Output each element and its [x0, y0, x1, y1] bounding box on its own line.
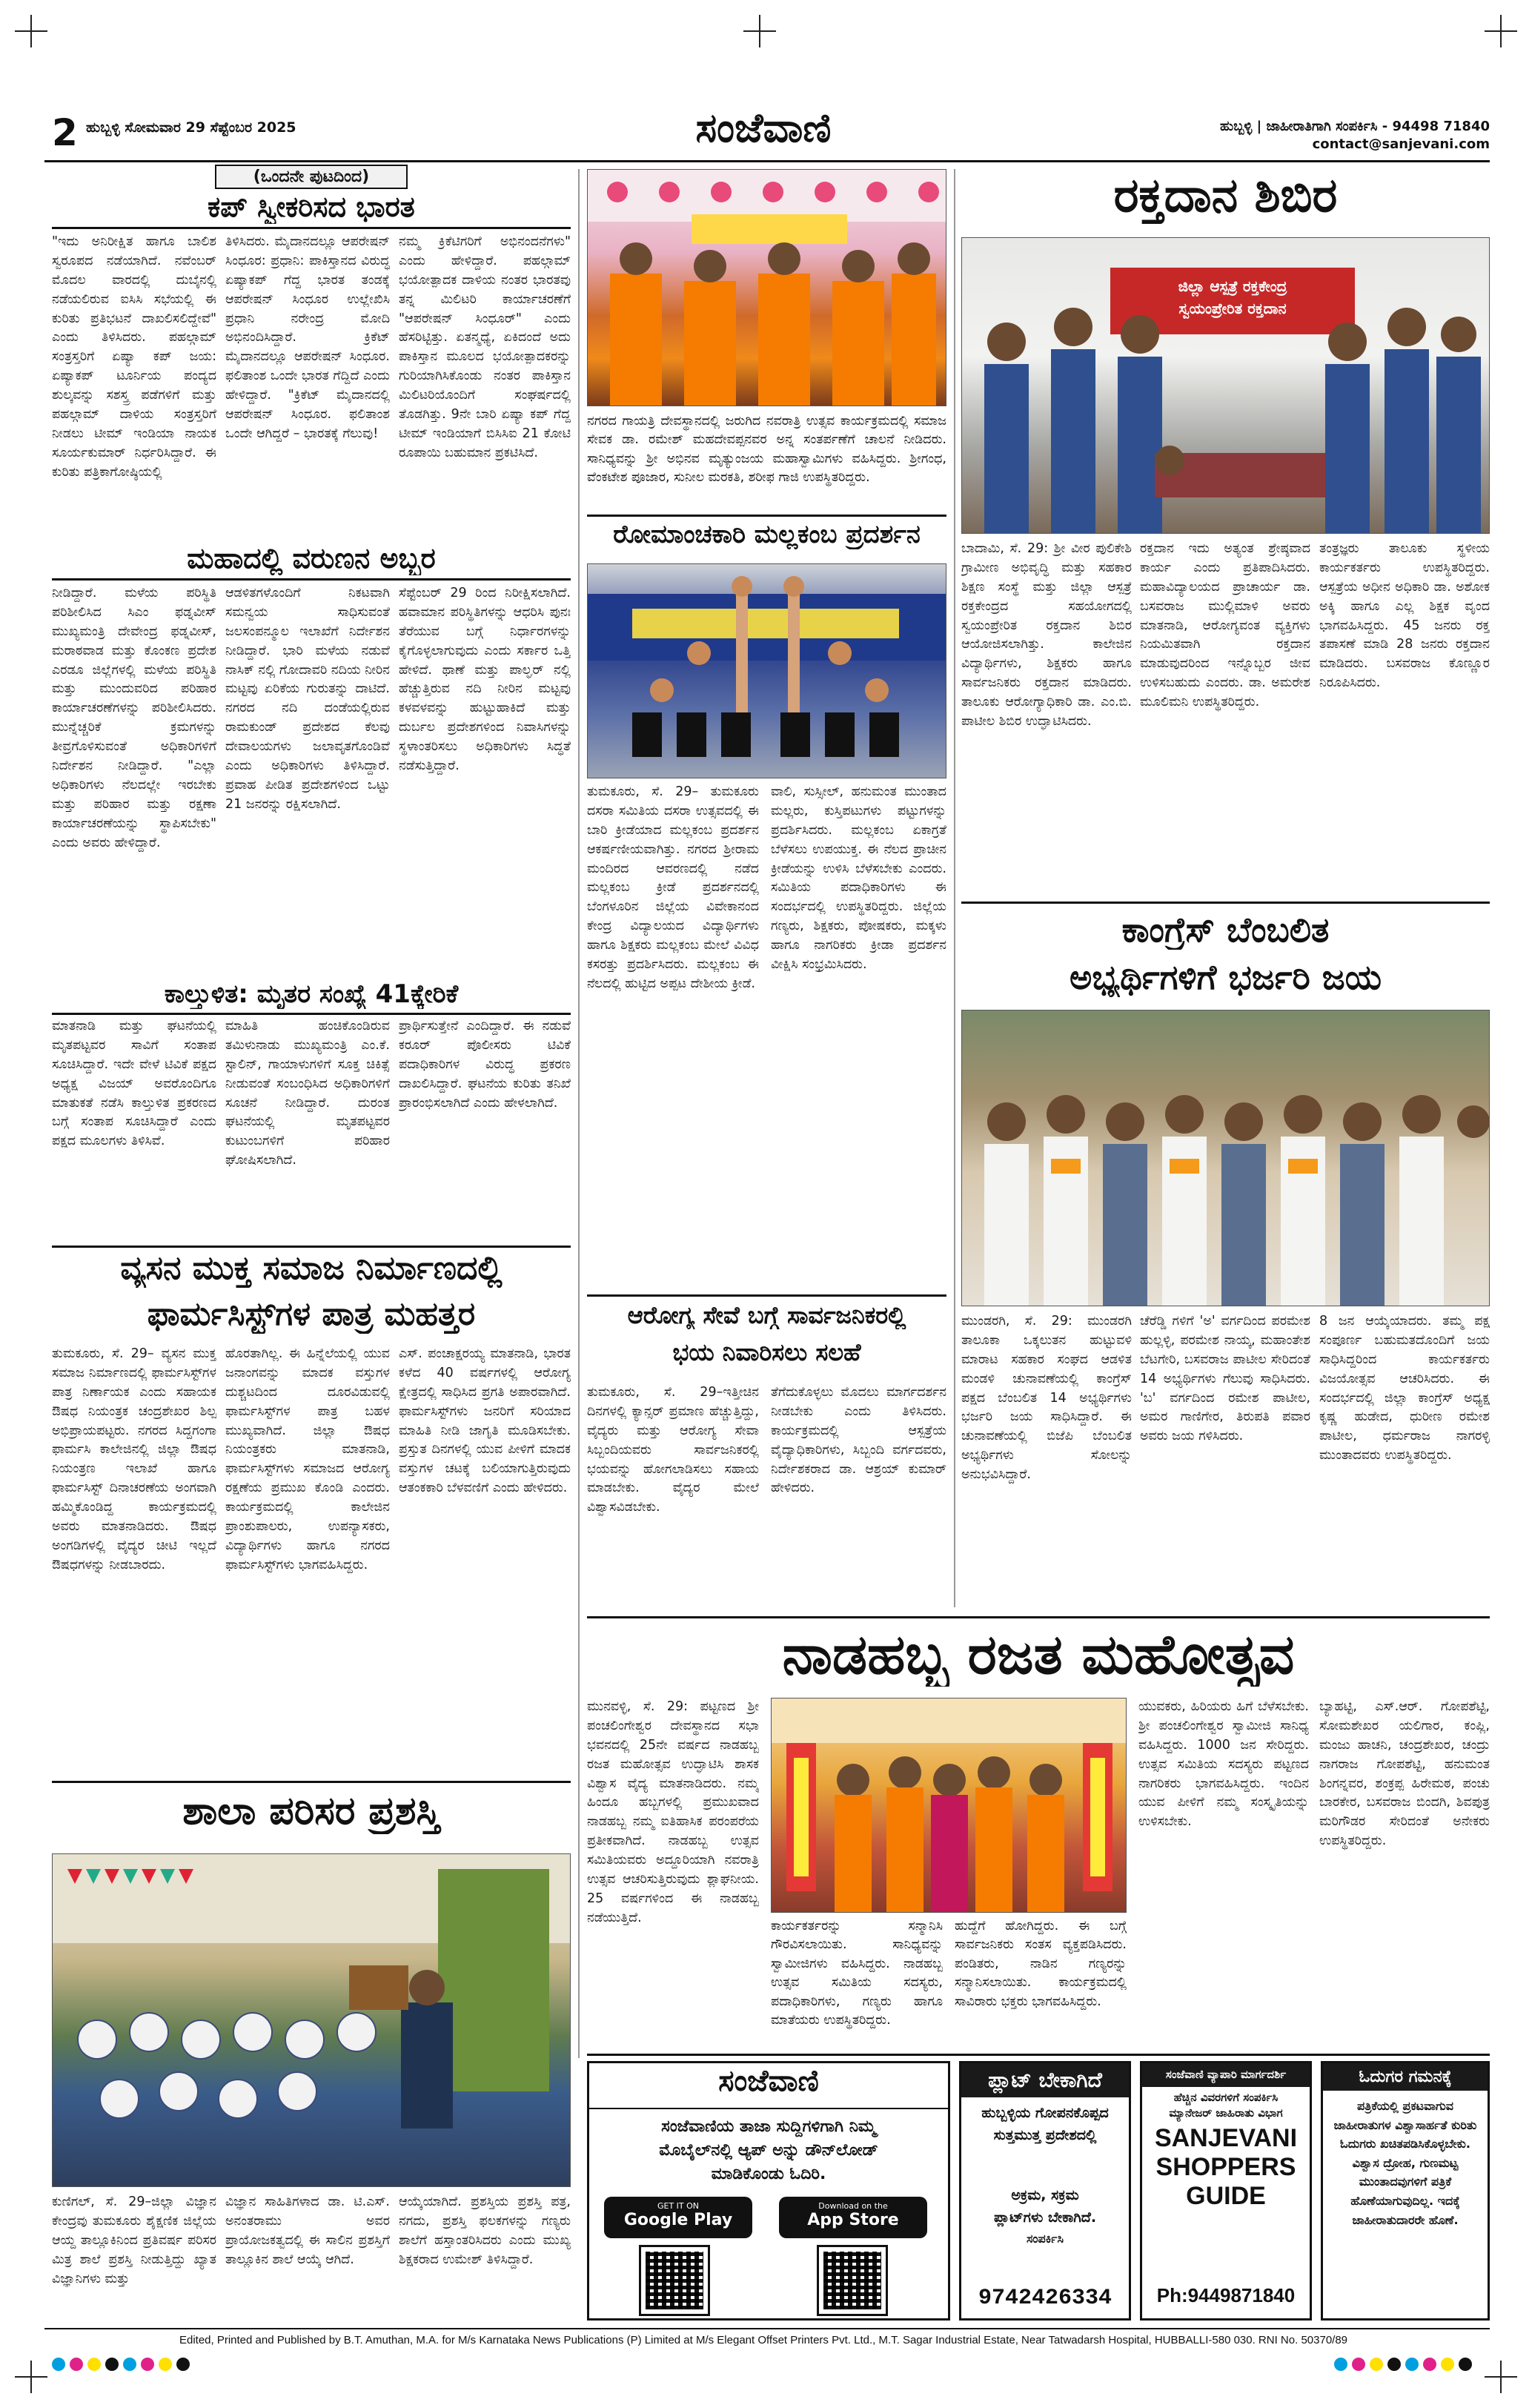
nadahabba-photo-illustration — [772, 1698, 1127, 1913]
article-column: ಚೆರೆಡ್ಡಿ ಗಳಿಗೆ 'ಅ' ವರ್ಗದಿಂದ ಪರಮೇಶ ಹುಲ್ಲಳ್ಳಿ, ಪರಮೇಶ ನಾಯ್ಕ, ಮಹಾಂತೇಶ ಬೆಟಗೇರಿ, ಬಸವರಾಜ ಪಾಟೀಲ ಸೇರಿದಂತೆ 14 ಅಭ್ಯರ್ಥಿಗಳು ಗೆಲುವು ಸಾಧಿಸಿದರು. 'ಬ' ವರ್ಗದಿಂದ ರಮೇಶ ಪಾಟೀಲ, ಅಮರ ಗಾಣಿಗೇರ, ತಿರುಪತಿ ಪವಾರ ಅವರು ಜಯ ಗಳಿಸಿದರು. — [1140, 1314, 1310, 1444]
guide-ad-brand-line: GUIDE — [1186, 2181, 1266, 2210]
masthead-rule — [44, 160, 1490, 162]
article-column: ಆಯ್ಕೆಯಾಗಿದೆ. ಪ್ರಶಸ್ತಿಯ ಪ್ರಶಸ್ತಿ ಪತ್ರ, ನಗದು, ಪ್ರಶಸ್ತಿ ಫಲಕಗಳನ್ನು ಗಣ್ಯರು ಶಾಲೆಗೆ ಹಸ್ತಾಂತರಿಸಿದರು ಎಂದು ಮುಖ್ಯ ಶಿಕ್ಷಕರಾದ ಉಮೇಶ್ ತಿಳಿಸಿದ್ದಾರೆ. — [399, 2194, 571, 2267]
headline-addiction-line1: ವ್ಯಸನ ಮುಕ್ತ ಸಮಾಜ ನಿರ್ಮಾಣದಲ್ಲಿ — [120, 1250, 503, 1287]
headline-addiction-line2: ಫಾರ್ಮಸಿಸ್ಟ್‌ಗಳ ಪಾತ್ರ ಮಹತ್ತರ — [147, 1296, 476, 1333]
plot-ad-phone[interactable]: 9742426334 — [978, 2286, 1112, 2311]
footer-imprint: Edited, Printed and Published by B.T. Amuthan, M.A. for M/s Karnataka News Publications (P) Limited at M/s Elegant Offset Printers Pvt. Ltd., M.T. Sagar Industrial Estate, Near Tatwadarsh Hospital, HUBBALLI-580 030. RNI No. 50370/89 — [179, 2334, 1348, 2346]
blood-photo-illustration — [962, 238, 1490, 534]
section-rule — [961, 902, 1490, 904]
notice-title: ಓದುಗರ ಗಮನಕ್ಕೆ — [1323, 2063, 1488, 2091]
city-date: ಹುಬ್ಬಳ್ಳಿ ಸೋಮವಾರ 29 ಸೆಪ್ಟೆಂಬರ 2025 — [86, 119, 296, 136]
column-rule — [954, 169, 955, 1607]
registration-mark — [743, 15, 776, 47]
app-store-button[interactable] — [779, 2197, 927, 2238]
registration-mark — [1485, 15, 1517, 47]
app-ad-line: ಸಂಜೆವಾಣಿಯ ತಾಜಾ ಸುದ್ದಿಗಳಿಗಾಗಿ ನಿಮ್ಮ — [661, 2117, 876, 2136]
article-column: ಪ್ರಾರ್ಥಿಸುತ್ತೇನೆ ಎಂದಿದ್ದಾರೆ. ಈ ನಡುವೆ ಕರೂರ್ ಪೊಲೀಸರು ಟಿವಿಕೆ ಪದಾಧಿಕಾರಿಗಳ ವಿರುದ್ಧ ಪ್ರಕರಣ ದಾಖಲಿಸಿದ್ದಾರೆ. ಘಟನೆಯ ಕುರಿತು ತನಿಖೆ ಪ್ರಾರಂಭಿಸಲಾಗಿದೆ ಎಂದು ಹೇಳಲಾಗಿದೆ. — [399, 1019, 571, 1111]
app-store-qr-code[interactable] — [819, 2247, 886, 2314]
logo-text: ಸಂಜೆವಾಣಿ — [695, 104, 832, 151]
guide-ad-brand-line: SHOPPERS — [1155, 2152, 1296, 2181]
nadahabba-photo — [771, 1698, 1127, 1913]
headline-rain: ಮಹಾದಲ್ಲಿ ವರುಣನ ಅಬ್ಬರ — [187, 543, 436, 575]
article-column: ತುಮಕೂರು, ಸೆ. 29– ವ್ಯಸನ ಮುಕ್ತ ಸಮಾಜ ನಿರ್ಮಾಣದಲ್ಲಿ ಫಾರ್ಮಸಿಸ್ಟ್‌ಗಳ ಪಾತ್ರ ನಿರ್ಣಾಯಕ ಎಂದು ಸಹಾಯಕ ಔಷಧ ನಿಯಂತ್ರಕ ಚಂದ್ರಶೇಖರ ಶಿಲ್ಪ ಅಭಿಪ್ರಾಯಪಟ್ಟರು. ನಗರದ ಸಿದ್ದಗಂಗಾ ಫಾರ್ಮಸಿ ಕಾಲೇಜಿನಲ್ಲಿ ಜಿಲ್ಲಾ ಔಷಧ ನಿಯಂತ್ರಣ ಇಲಾಖೆ ಹಾಗೂ ಫಾರ್ಮಸಿಸ್ಟ್ ದಿನಾಚರಣೆಯ ಅಂಗವಾಗಿ ಹಮ್ಮಿಕೊಂಡಿದ್ದ ಕಾರ್ಯಕ್ರಮದಲ್ಲಿ ಅವರು ಮಾತನಾಡಿದರು. ಔಷಧ ಅಂಗಡಿಗಳಲ್ಲಿ ವೈದ್ಯರ ಚೀಟಿ ಇಲ್ಲದೆ ಔಷಧಗಳನ್ನು ನೀಡಬಾರದು. — [52, 1346, 216, 1572]
section-rule — [587, 1294, 946, 1297]
mallakamba-photo — [587, 563, 946, 778]
headline-rule — [52, 227, 571, 229]
app-download-ad[interactable] — [587, 2061, 950, 2321]
app-ad-line: ಮಾಡಿಕೊಂಡು ಓದಿರಿ. — [711, 2164, 826, 2183]
article-column: ಮುನವಳ್ಳಿ, ಸೆ. 29: ಪಟ್ಟಣದ ಶ್ರೀ ಪಂಚಲಿಂಗೇಶ್ವರ ದೇವಸ್ಥಾನದ ಸಭಾ ಭವನದಲ್ಲಿ 25ನೇ ವರ್ಷದ ನಾಡಹಬ್ಬ ರಜತ ಮಹೋತ್ಸವ ಉದ್ಘಾಟಿಸಿ ಶಾಸಕ ವಿಶ್ವಾಸ ವೈದ್ಯ ಮಾತನಾಡಿದರು. ನಮ್ಮ ಹಿಂದೂ ಹಬ್ಬಗಳಲ್ಲಿ ಪ್ರಮುಖವಾದ ನಾಡಹಬ್ಬ ನಮ್ಮ ಐತಿಹಾಸಿಕ ಪರಂಪರೆಯ ಪ್ರತೀಕವಾಗಿದೆ. ನಾಡಹಬ್ಬ ಉತ್ಸವ ಸಮಿತಿಯವರು ಅದ್ದೂರಿಯಾಗಿ ನವರಾತ್ರಿ ಉತ್ಸವ ಆಚರಿಸುತ್ತಿರುವುದು ಶ್ಲಾಘನೀಯ. 25 ವರ್ಷಗಳಿಂದ ಈ ನಾಡಹಬ್ಬ ನಡೆಯುತ್ತಿದೆ. — [587, 1699, 759, 1925]
google-play-button[interactable] — [604, 2197, 752, 2238]
article-column: ತಂತ್ರಜ್ಞರು ತಾಲೂಕು ಸ್ಥಳೀಯ ಕಾರ್ಯಕರ್ತರು ಉಪಸ್ಥಿತರಿದ್ದರು. ಆಸ್ಪತ್ರೆಯ ಅಧೀನ ಅಧಿಕಾರಿ ಡಾ. ಅಶೋಕ ಅಕ್ಕಿ ಹಾಗೂ ಎಲ್ಲ ಶಿಕ್ಷಕ ವೃಂದ ಭಾಗವಹಿಸಿದ್ದರು. 45 ಜನರು ರಕ್ತ ತಪಾಸಣೆ ಮಾಡಿ 28 ಜನರು ರಕ್ತದಾನ ಮಾಡಿದರು. ಬಸವರಾಜ ಕೊಣ್ಣೂರ ನಿರೂಪಿಸಿದರು. — [1319, 541, 1490, 691]
plot-ad-contact-label: ಸಂಪರ್ಕಿಸಿ — [1026, 2231, 1064, 2246]
article-column: 8 ಜನ ಆಯ್ಕೆಯಾದರು. ತಮ್ಮ ಪಕ್ಷ ಸಂಪೂರ್ಣ ಬಹುಮತದೊಂದಿಗೆ ಜಯ ಸಾಧಿಸಿದ್ದರಿಂದ ಕಾರ್ಯಕರ್ತರು ವಿಜಯೋತ್ಸವ ಆಚರಿಸಿದರು. ಈ ಸಂದರ್ಭದಲ್ಲಿ ಜಿಲ್ಲಾ ಕಾಂಗ್ರೆಸ್ ಅಧ್ಯಕ್ಷ ಕೃಷ್ಣ ಹುಡೇದ, ಧುರೀಣ ರಮೇಶ ಪಾಟೀಲ, ಧರ್ಮರಾಜ ನಾಗರಳ್ಳಿ ಮುಂತಾದವರು ಉಪಸ್ಥಿತರಿದ್ದರು. — [1319, 1314, 1490, 1463]
nadahabba-caption-right: ಹುದ್ದೆಗೆ ಹೋಗಿದ್ದರು. ಈ ಬಗ್ಗೆ ಸಾರ್ವಜನಿಕರು ಸಂತಸ ವ್ಯಕ್ತಪಡಿಸಿದರು. ಪಂಡಿತರು, ನಾಡಿನ ಗಣ್ಯರನ್ನು ಸನ್ಮಾನಿಸಲಾಯಿತು. ಕಾರ್ಯಕ್ರಮದಲ್ಲಿ ಸಾವಿರಾರು ಭಕ್ತರು ಭಾಗವಹಿಸಿದ್ದರು. — [955, 1919, 1127, 2009]
color-dot — [1352, 2358, 1365, 2371]
plot-ad-line: ಹುಬ್ಬಳ್ಳಿಯ ಗೋಪನಕೊಪ್ಪದ — [981, 2105, 1109, 2121]
color-dot — [70, 2358, 83, 2371]
column-rule — [578, 169, 580, 1689]
color-dot — [1405, 2358, 1419, 2371]
navaratri-caption: ನಗರದ ಗಾಯತ್ರಿ ದೇವಸ್ಥಾನದಲ್ಲಿ ಜರುಗಿದ ನವರಾತ್ರಿ ಉತ್ಸವ ಕಾರ್ಯಕ್ರಮದಲ್ಲಿ ಸಮಾಜ ಸೇವಕ ಡಾ. ರಮೇಶ್ ಮಹದೇವಪ್ಪನವರ ಅನ್ನ ಸಂತರ್ಪಣೆಗೆ ಚಾಲನೆ ನೀಡಿದರು. ಸಾನಿಧ್ಯವನ್ನು ಶ್ರೀ ಅಭಿನವ ಮೃತ್ಯುಂಜಯ ಮಹಾಸ್ವಾಮಿಗಳು ವಹಿಸಿದ್ದರು. ಶ್ರೀಗಂಧ, ವೆಂಕಟೇಶ ಪೂಜಾರ, ಸುನೀಲ ಮರಕತಿ, ಶರೀಫ ಗಾಜಿ ಉಪಸ್ಥಿತರಿದ್ದರು. — [587, 414, 946, 486]
article-column: ತುಮಕೂರು, ಸೆ. 29–ಇತ್ತೀಚಿನ ದಿನಗಳಲ್ಲಿ ಕ್ಯಾನ್ಸರ್ ಪ್ರಮಾಣ ಹೆಚ್ಚುತ್ತಿದ್ದು, ವೈದ್ಯರು ಮತ್ತು ಆರೋಗ್ಯ ಸೇವಾ ಸಿಬ್ಬಂದಿಯವರು ಸಾರ್ವಜನಿಕರಲ್ಲಿ ಭಯವನ್ನು ಹೋಗಲಾಡಿಸಲು ಸಹಾಯ ಮಾಡಬೇಕು. ವೈದ್ಯರ ಮೇಲೆ ವಿಶ್ವಾಸವಿಡಬೇಕು. — [587, 1385, 759, 1515]
plot-wanted-ad — [959, 2061, 1131, 2321]
guide-ad-brand — [1142, 2124, 1310, 2211]
color-dot — [1459, 2358, 1472, 2371]
plot-ad-line: ಪ್ಲಾಟ್‌ಗಳು ಬೇಕಾಗಿದೆ. — [993, 2209, 1097, 2226]
article-column: ಮಾತನಾಡಿ ಮತ್ತು ಘಟನೆಯಲ್ಲಿ ಮೃತಪಟ್ಟವರ ಸಾವಿಗೆ ಸಂತಾಪ ಸೂಚಿಸಿದ್ದಾರೆ. ಇದೇ ವೇಳೆ ಟಿವಿಕೆ ಪಕ್ಷದ ಅಧ್ಯಕ್ಷ ವಿಜಯ್ ಅವರೊಂದಿಗೂ ಮಾತುಕತೆ ನಡೆಸಿ ಕಾಲ್ತುಳಿತ ಪ್ರಕರಣದ ಬಗ್ಗೆ ಸಂತಾಪ ಸೂಚಿಸಿದ್ದಾರೆ ಎಂದು ಪಕ್ಷದ ಮೂಲಗಳು ತಿಳಿಸಿವೆ. — [52, 1019, 216, 1149]
headline-health-line2: ಭಯ ನಿವಾರಿಸಲು ಸಲಹೆ — [672, 1339, 861, 1366]
color-dot — [87, 2358, 101, 2371]
guide-ad-line: ಮ್ಯಾನೇಜರ್ ಜಾಹಿರಾತು ವಿಭಾಗ — [1169, 2106, 1283, 2120]
color-dot — [1441, 2358, 1454, 2371]
headline-school: ಶಾಲಾ ಪರಿಸರ ಪ್ರಶಸ್ತಿ — [182, 1790, 440, 1833]
blood-donation-photo — [961, 237, 1490, 534]
article-column: ರಕ್ತದಾನ ಇದು ಅತ್ಯಂತ ಶ್ರೇಷ್ಠವಾದ ಕಾರ್ಯ ಎಂದು ಪ್ರತಿಪಾದಿಸಿದರು. ಮಹಾವಿದ್ಯಾಲಯದ ಪ್ರಾಚಾರ್ಯ ಡಾ. ಬಸವರಾಜ ಮುಲ್ಲಿಮಾಳಿ ಅವರು ಮಾತನಾಡಿ, ಆರೋಗ್ಯವಂತ ವ್ಯಕ್ತಿಗಳು ನಿಯಮಿತವಾಗಿ ರಕ್ತದಾನ ಮಾಡುವುದರಿಂದ ಇನ್ನೊಬ್ಬರ ಜೀವ ಉಳಿಸಬಹುದು ಎಂದರು. ಡಾ. ಅಮರೇಶ ಮೂಲಿಮನಿ ಉಪಸ್ಥಿತರಿದ್ದರು. — [1140, 541, 1310, 710]
mallakamba-photo-illustration — [588, 564, 946, 778]
section-rule — [52, 1246, 571, 1248]
headline-mallakamba: ರೋಮಾಂಚಕಾರಿ ಮಲ್ಲಕಂಬ ಪ್ರದರ್ಶನ — [613, 520, 921, 549]
app-ad-text — [597, 2115, 941, 2186]
guide-ad-line: ಹೆಚ್ಚಿನ ವಿವರಗಳಿಗೆ ಸಂಪರ್ಕಿಸಿ — [1173, 2090, 1279, 2104]
logo — [586, 104, 941, 156]
registration-mark — [1485, 2361, 1517, 2393]
registration-mark — [15, 2361, 47, 2393]
color-dot — [52, 2358, 65, 2371]
article-column: ಬಾದಾಮಿ, ಸೆ. 29: ಶ್ರೀ ವೀರ ಪುಲಿಕೇಶಿ ಗ್ರಾಮೀಣ ಅಭಿವೃದ್ಧಿ ಮತ್ತು ಸಹಕಾರ ಶಿಕ್ಷಣ ಸಂಸ್ಥೆ ಮತ್ತು ಜಿಲ್ಲಾ ಆಸ್ಪತ್ರೆ ರಕ್ತಕೇಂದ್ರದ ಸಹಯೋಗದಲ್ಲಿ ಸ್ವಯಂಪ್ರೇರಿತ ರಕ್ತದಾನ ಶಿಬಿರ ಆಯೋಜಿಸಲಾಗಿತ್ತು. ಕಾಲೇಜಿನ ವಿದ್ಯಾರ್ಥಿಗಳು, ಶಿಕ್ಷಕರು ಹಾಗೂ ಸಾರ್ವಜನಿಕರು ರಕ್ತದಾನ ಮಾಡಿದರು. ತಾಲೂಕು ಆರೋಗ್ಯಾಧಿಕಾರಿ ಡಾ. ಎಂ.ಬಿ. ಪಾಟೀಲ ಶಿಬಿರ ಉದ್ಘಾಟಿಸಿದರು. — [961, 541, 1132, 730]
shoppers-guide-ad — [1140, 2061, 1312, 2321]
color-dot — [1387, 2358, 1401, 2371]
article-column: ಸೆಪ್ಟೆಂಬರ್ 29 ರಿಂದ ನಿರೀಕ್ಷಿಸಲಾಗಿದೆ. ಹವಾಮಾನ ಪರಿಸ್ಥಿತಿಗಳನ್ನು ಆಧರಿಸಿ ಪುನಃ ತೆರೆಯುವ ಬಗ್ಗೆ ನಿರ್ಧಾರಗಳನ್ನು ಕೈಗೊಳ್ಳಲಾಗುವುದು ಎಂದು ಸರ್ಕಾರ ಒತ್ತಿ ಹೇಳಿದೆ. ಥಾಣೆ ಮತ್ತು ಪಾಲ್ಘರ್ ನಲ್ಲಿ ಹೆಚ್ಚುತ್ತಿರುವ ನದಿ ನೀರಿನ ಮಟ್ಟವು ಕಳವಳವನ್ನು ಹುಟ್ಟುಹಾಕಿದೆ ಮತ್ತು ದುರ್ಬಲ ಪ್ರದೇಶಗಳಿಂದ ನಿವಾಸಿಗಳನ್ನು ಸ್ಥಳಾಂತರಿಸಲು ಅಧಿಕಾರಿಗಳು ಸಿದ್ಧತೆ ನಡೆಸುತ್ತಿದ್ದಾರೆ. — [399, 586, 571, 774]
color-dot — [159, 2358, 172, 2371]
plot-ad-body — [961, 2097, 1129, 2248]
guide-ad-brand-line: SANJEVANI — [1154, 2123, 1298, 2152]
article-column: "ಇದು ಅನಿರೀಕ್ಷಿತ ಹಾಗೂ ಬಾಲಿಶ ಸ್ವರೂಪದ ನಡೆಯಾಗಿದೆ. ನವೆಂಬರ್ ಮೊದಲ ವಾರದಲ್ಲಿ ದುಬೈನಲ್ಲಿ ನಡೆಯಲಿರುವ ಐಸಿಸಿ ಸಭೆಯಲ್ಲಿ ಈ ಕುರಿತು ಪ್ರತಿಭಟನೆ ದಾಖಲಿಸಲಿದ್ದೇವೆ" ಎಂದು ತಿಳಿಸಿದರು. ಪಹಲ್ಗಾಮ್ ಸಂತ್ರಸ್ತರಿಗೆ ಏಷ್ಯಾ ಕಪ್ ಜಯ: ಏಷ್ಯಾಕಪ್ ಟೂರ್ನಿಯ ಪಂದ್ಯದ ಶುಲ್ಕವನ್ನು ಸಶಸ್ತ್ರ ಪಡೆಗಳಿಗೆ ಮತ್ತು ಪಹಲ್ಗಾಮ್ ದಾಳಿಯ ಸಂತ್ರಸ್ತರಿಗೆ ನೀಡಲು ಟೀಮ್ ಇಂಡಿಯಾ ನಾಯಕ ಸೂರ್ಯಕುಮಾರ್ ನಿರ್ಧರಿಸಿದ್ದಾರೆ. ಈ ಕುರಿತು ಪತ್ರಿಕಾಗೋಷ್ಠಿಯಲ್ಲಿ — [52, 234, 216, 480]
continuation-kicker: (ಒಂದನೇ ಪುಟದಿಂದ) — [215, 165, 408, 189]
navaratri-photo-illustration — [588, 170, 946, 406]
article-column: ಬ್ಯಾಹಟ್ಟಿ, ಎಸ್.ಆರ್. ಗೋಪಶೆಟ್ಟಿ, ಸೋಮಶೇಖರ ಯಲಿಗಾರ, ಕಂಪ್ಲಿ, ಮಂಜು ಹಾಚನಿ, ಚಂದ್ರಶೇಖರ, ಚಂದ್ರು ನಾಗರಾಜ ಗೋಪಶೆಟ್ಟಿ, ಹನುಮಂತ ಶಿಂಗನ್ನವರ, ಶಂಕ್ರಪ್ಪ ಹಿರೇಮಠ, ಪಂಚು ಬಾರಕೇರ, ಬಸವರಾಜ ಬಿಂದಗಿ, ಶಿವಪುತ್ರ ಮರಿಗೌಡರ ಸೇರಿದಂತೆ ಅನೇಕರು ಉಪಸ್ಥಿತರಿದ್ದರು. — [1319, 1699, 1490, 1849]
color-dot — [1334, 2358, 1347, 2371]
nadahabba-caption-left: ಕಾರ್ಯಕರ್ತರನ್ನು ಸನ್ಮಾನಿಸಿ ಗೌರವಿಸಲಾಯಿತು. ಸಾನಿಧ್ಯವನ್ನು ಸ್ವಾಮೀಜಿಗಳು ವಹಿಸಿದ್ದರು. ನಾಡಹಬ್ಬ ಉತ್ಸವ ಸಮಿತಿಯ ಸದಸ್ಯರು, ಪದಾಧಿಕಾರಿಗಳು, ಗಣ್ಯರು ಹಾಗೂ ಮಾತೆಯರು ಉಪಸ್ಥಿತರಿದ್ದರು. — [771, 1919, 943, 2028]
app-store-label: App Store — [807, 2211, 899, 2229]
google-play-label: Google Play — [623, 2211, 733, 2229]
guide-ad-title: ಸಂಜೆವಾಣಿ ವ್ಯಾಪಾರಿ ಮಾರ್ಗದರ್ಶಿ — [1142, 2063, 1310, 2087]
plot-ad-line: ಸುತ್ತಮುತ್ತ ಪ್ರದೇಶದಲ್ಲಿ — [993, 2127, 1097, 2144]
headline-nadahabba: ನಾಡಹಬ್ಬ ರಜತ ಮಹೋತ್ಸವ — [782, 1624, 1295, 1687]
headline-stampede: ಕಾಲ್ತುಳಿತ: ಮೃತರ ಸಂಖ್ಯೆ 41ಕ್ಕೇರಿಕೆ — [164, 980, 459, 1009]
reader-notice — [1321, 2061, 1490, 2321]
color-dot — [1370, 2358, 1383, 2371]
article-column: ತೆಗೆದುಕೊಳ್ಳಲು ಮೊದಲು ಮಾರ್ಗದರ್ಶನ ನೀಡಬೇಕು ಎಂದು ತಿಳಿಸಿದರು. ಕಾರ್ಯಕ್ರಮದಲ್ಲಿ ಆಸ್ಪತ್ರೆಯ ವೈದ್ಯಾಧಿಕಾರಿಗಳು, ಸಿಬ್ಬಂದಿ ವರ್ಗದವರು, ನಿರ್ದೇಶಕರಾದ ಡಾ. ಆಶ್ರಯ್ ಕುಮಾರ್ ಹೇಳಿದರು. — [771, 1385, 946, 1496]
guide-ad-phone[interactable]: Ph:9449871840 — [1156, 2284, 1296, 2306]
headline-blood: ರಕ್ತದಾನ ಶಿಬಿರ — [1113, 169, 1338, 223]
article-column: ಮುಂಡರಗಿ, ಸೆ. 29: ಮುಂಡರಗಿ ತಾಲೂಕಾ ಒಕ್ಕಲುತನ ಹುಟ್ಟುವಳಿ ಮಾರಾಟ ಸಹಕಾರ ಸಂಘದ ಆಡಳಿತ ಮಂಡಳಿ ಚುನಾವಣೆಯಲ್ಲಿ ಕಾಂಗ್ರೆಸ್ ಪಕ್ಷದ ಬೆಂಬಲಿತ 14 ಅಭ್ಯರ್ಥಿಗಳು ಭರ್ಜರಿ ಜಯ ಸಾಧಿಸಿದ್ದಾರೆ. ಈ ಚುನಾವಣೆಯಲ್ಲಿ ಬಿಜೆಪಿ ಬೆಂಬಲಿತ ಅಭ್ಯರ್ಥಿಗಳು ಸೋಲನ್ನು ಅನುಭವಿಸಿದ್ದಾರೆ. — [961, 1314, 1132, 1483]
headline-rule — [52, 578, 571, 580]
article-column: ಆಡಳಿತಗಳೊಂದಿಗೆ ನಿಕಟವಾಗಿ ಸಮನ್ವಯ ಸಾಧಿಸುವಂತೆ ಜಲಸಂಪನ್ಮೂಲ ಇಲಾಖೆಗೆ ನಿರ್ದೇಶನ ನೀಡಿದ್ದಾರೆ. ಭಾರಿ ಮಳೆಯ ನಡುವೆ ನಾಸಿಕ್ ನಲ್ಲಿ ಗೋದಾವರಿ ನದಿಯ ನೀರಿನ ಮಟ್ಟವು ಏರಿಕೆಯ ಗುರುತನ್ನು ದಾಟಿದೆ. ನಗರದ ನದಿ ದಂಡೆಯಲ್ಲಿರುವ ರಾಮಕುಂಡ್ ಪ್ರದೇಶದ ಕೆಲವು ದೇವಾಲಯಗಳು ಜಲಾವೃತಗೊಂಡಿವೆ ಎಂದು ಅಧಿಕಾರಿಗಳು ತಿಳಿಸಿದ್ದಾರೆ. ಪ್ರವಾಹ ಪೀಡಿತ ಪ್ರದೇಶಗಳಿಂದ ಒಟ್ಟು 21 ಜನರನ್ನು ರಕ್ಷಿಸಲಾಗಿದೆ. — [225, 586, 390, 812]
headline-congress-line1: ಕಾಂಗ್ರೆಸ್ ಬೆಂಬಲಿತ — [1121, 910, 1330, 950]
article-column: ಮಾಹಿತಿ ಹಂಚಿಕೊಂಡಿರುವ ತಮಿಳುನಾಡು ಮುಖ್ಯಮಂತ್ರಿ ಎಂ.ಕೆ. ಸ್ಟಾಲಿನ್, ಗಾಯಾಳುಗಳಿಗೆ ಸೂಕ್ತ ಚಿಕಿತ್ಸೆ ನೀಡುವಂತೆ ಸಂಬಂಧಿಸಿದ ಅಧಿಕಾರಿಗಳಿಗೆ ಸೂಚನೆ ನೀಡಿದ್ದಾರೆ. ದುರಂತ ಘಟನೆಯಲ್ಲಿ ಮೃತಪಟ್ಟವರ ಕುಟುಂಬಗಳಿಗೆ ಪರಿಹಾರ ಘೋಷಿಸಲಾಗಿದೆ. — [225, 1019, 390, 1168]
headline-cup: ಕಪ್ ಸ್ವೀಕರಿಸದ ಭಾರತ — [208, 191, 415, 223]
section-rule — [587, 1616, 1490, 1618]
app-ad-line: ಮೊಬೈಲ್‌ನಲ್ಲಿ ಆ್ಯಪ್ ಅನ್ನು ಡೌನ್‌ಲೋಡ್ — [659, 2140, 878, 2160]
article-column: ವಿಜ್ಞಾನ ಸಾಹಿತಿಗಳಾದ ಡಾ. ಟಿ.ಎಸ್. ಅನಂತರಾಮು ಅವರ ಪ್ರಾಯೋಜಕತ್ವದಲ್ಲಿ ಈ ಸಾಲಿನ ಪ್ರಶಸ್ತಿಗೆ ತಾಲ್ಲೂಕಿನ ಶಾಲೆ ಆಯ್ಕೆ ಆಗಿದೆ. — [225, 2194, 390, 2267]
page-number: 2 — [52, 111, 78, 154]
blood-banner-line2: ಸ್ವಯಂಪ್ರೇರಿತ ರಕ್ತದಾನ — [1178, 300, 1287, 317]
color-dot — [141, 2358, 154, 2371]
email-link[interactable]: contact@sanjevani.com — [1312, 136, 1490, 152]
blood-banner-line1: ಜಿಲ್ಲಾ ಆಸ್ಪತ್ರೆ ರಕ್ತಕೇಂದ್ರ — [1178, 277, 1287, 295]
section-rule — [587, 515, 946, 517]
color-dot — [105, 2358, 119, 2371]
google-play-qr-code[interactable] — [641, 2247, 708, 2314]
article-column: ನಮ್ಮ ಕ್ರಿಕೆಟಿಗರಿಗೆ ಅಭಿನಂದನೆಗಳು" ಎಂದು ಹೇಳಿದ್ದಾರೆ. ಪಹಲ್ಗಾಮ್ ಭಯೋತ್ಪಾದಕ ದಾಳಿಯ ನಂತರ ಭಾರತವು ತನ್ನ ಮಿಲಿಟರಿ ಕಾರ್ಯಾಚರಣೆಗೆ "ಆಪರೇಷನ್ ಸಿಂಧೂರ್" ಎಂದು ಹೆಸರಿಟ್ಟಿತ್ತು. ಏತನ್ಮಧ್ಯೆ, ಏಕಿದಂದೆ ಅದು ಪಾಕಿಸ್ತಾನ ಮೂಲದ ಭಯೋತ್ಪಾದಕರನ್ನು ಗುರಿಯಾಗಿಸಿಕೊಂಡು ನಂತರ ಪಾಕಿಸ್ತಾನ ಮಿಲಿಟರಿಯೊಂದಿಗೆ ಸಂಘರ್ಷದಲ್ಲಿ ತೊಡಗಿತ್ತು. 9ನೇ ಬಾರಿ ಏಷ್ಯಾ ಕಪ್ ಗೆದ್ದ ಟೀಮ್ ಇಂಡಿಯಾಗೆ ಬಿಸಿಸಿಐ 21 ಕೋಟಿ ರೂಪಾಯಿ ಬಹುಮಾನ ಪ್ರಕಟಿಸಿದೆ. — [399, 234, 571, 460]
school-photo-illustration — [53, 1854, 571, 2187]
headline-rule — [52, 1013, 571, 1015]
headline-health-line1: ಆರೋಗ್ಯ ಸೇವೆ ಬಗ್ಗೆ ಸಾರ್ವಜನಿಕರಲ್ಲಿ — [627, 1302, 906, 1329]
footer-rule — [44, 2328, 1490, 2329]
article-column: ಯುವಕರು, ಹಿರಿಯರು ಹಿಗೆ ಬೆಳೆಸಬೇಕು. ಶ್ರೀ ಪಂಚಲಿಂಗೇಶ್ವರ ಸ್ವಾಮೀಜಿ ಸಾನಿಧ್ಯ ವಹಿಸಿದ್ದರು. 1000 ಜನ ಸೇರಿದ್ದರು. ಉತ್ಸವ ಸಮಿತಿಯ ಸದಸ್ಯರು ಪಟ್ಟಣದ ನಾಗರಿಕರು ಭಾಗವಹಿಸಿದ್ದರು. ಇಂದಿನ ಯುವ ಪೀಳಿಗೆ ನಮ್ಮ ಸಂಸ್ಕೃತಿಯನ್ನು ಉಳಿಸಬೇಕು. — [1138, 1699, 1309, 1830]
guide-ad-subtext — [1142, 2087, 1310, 2124]
article-column: ತಿಳಿಸಿದರು. ಮೈದಾನದಲ್ಲೂ ಆಪರೇಷನ್ ಸಿಂಧೂರ: ಪ್ರಧಾನಿ: ಪಾಕಿಸ್ತಾನದ ವಿರುದ್ಧ ಏಷ್ಯಾಕಪ್ ಗೆದ್ದ ಭಾರತ ತಂಡಕ್ಕೆ ಆಪರೇಷನ್ ಸಿಂಧೂರ ಉಲ್ಲೇಖಿಸಿ ಪ್ರಧಾನಿ ನರೇಂದ್ರ ಮೋದಿ ಅಭಿನಂದಿಸಿದ್ದಾರೆ. ಕ್ರಿಕೆಟ್ ಮೈದಾನದಲ್ಲೂ ಆಪರೇಷನ್ ಸಿಂಧೂರ. ಫಲಿತಾಂಶ ಒಂದೇ ಭಾರತ ಗೆದ್ದಿದೆ ಎಂದು ಹೇಳಿದ್ದಾರೆ. "ಕ್ರಿಕೆಟ್ ಮೈದಾನದಲ್ಲಿ ಆಪರೇಷನ್ ಸಿಂಧೂರ. ಫಲಿತಾಂಶ ಒಂದೇ ಆಗಿದ್ದರೆ – ಭಾರತಕ್ಕೆ ಗೆಲುವು! — [225, 234, 390, 441]
ad-contact: ಹುಬ್ಬಳ್ಳಿ | ಜಾಹೀರಾತಿಗಾಗಿ ಸಂಪರ್ಕಿಸಿ - 94498 71840 — [1220, 119, 1490, 134]
column-rule — [578, 1635, 580, 2058]
school-photo — [52, 1853, 571, 2187]
app-ad-logo: ಸಂಜೆವಾಣಿ — [589, 2063, 948, 2109]
google-play-top: GET IT ON — [657, 2201, 700, 2211]
article-column: ವಾಲಿ, ಸುಸ್ಸೀಲ್, ಹನುಮಂತ ಮುಂತಾದ ಮಲ್ಲರು, ಕುಸ್ತಿಪಟುಗಳು ಪಟ್ಟುಗಳನ್ನು ಪ್ರದರ್ಶಿಸಿದರು. ಮಲ್ಲಕಂಬ ಏಕಾಗ್ರತೆ ಬೆಳೆಸಲು ಉಪಯುಕ್ತ. ಈ ನೆಲದ ಪ್ರಾಚೀನ ಕ್ರೀಡೆಯನ್ನು ಉಳಿಸಿ ಬೆಳೆಸಬೇಕು ಎಂದರು. ಸಮಿತಿಯ ಪದಾಧಿಕಾರಿಗಳು ಈ ಸಂದರ್ಭದಲ್ಲಿ ಉಪಸ್ಥಿತರಿದ್ದರು. ಜಿಲ್ಲೆಯ ಗಣ್ಯರು, ಶಿಕ್ಷಕರು, ಪೋಷಕರು, ಮಕ್ಕಳು ಹಾಗೂ ನಾಗರಿಕರು ಕ್ರೀಡಾ ಪ್ರದರ್ಶನ ವೀಕ್ಷಿಸಿ ಸಂಭ್ರಮಿಸಿದರು. — [771, 784, 946, 973]
plot-ad-line: ಅಕ್ರಮ, ಸಕ್ರಮ — [1011, 2186, 1079, 2203]
congress-photo — [961, 1010, 1490, 1306]
section-rule — [52, 1781, 571, 1783]
congress-photo-illustration — [962, 1010, 1490, 1306]
registration-mark — [15, 15, 47, 47]
plot-ad-title: ಪ್ಲಾಟ್ ಬೇಕಾಗಿದೆ — [961, 2063, 1129, 2097]
app-store-top: Download on the — [818, 2201, 888, 2211]
article-column: ಎಸ್. ಪಂಚಾಕ್ಷರಯ್ಯ ಮಾತನಾಡಿ, ಭಾರತ ಕಳೆದ 40 ವರ್ಷಗಳಲ್ಲಿ ಆರೋಗ್ಯ ಕ್ಷೇತ್ರದಲ್ಲಿ ಸಾಧಿಸಿದ ಪ್ರಗತಿ ಅಪಾರವಾಗಿದೆ. ಫಾರ್ಮಸಿಸ್ಟ್‌ಗಳು ಜನರಿಗೆ ಸರಿಯಾದ ಮಾಹಿತಿ ನೀಡಿ ಜಾಗೃತಿ ಮೂಡಿಸಬೇಕು. ಪ್ರಸ್ತುತ ದಿನಗಳಲ್ಲಿ ಯುವ ಪೀಳಿಗೆ ಮಾದಕ ವಸ್ತುಗಳ ಚಟಕ್ಕೆ ಬಲಿಯಾಗುತ್ತಿರುವುದು ಆತಂಕಕಾರಿ ಬೆಳವಣಿಗೆ ಎಂದು ಹೇಳಿದರು. — [399, 1346, 571, 1496]
ads-rule — [587, 2054, 1490, 2056]
navaratri-photo — [587, 169, 946, 406]
article-column: ತುಮಕೂರು, ಸೆ. 29– ತುಮಕೂರು ದಸರಾ ಸಮಿತಿಯ ದಸರಾ ಉತ್ಸವದಲ್ಲಿ ಈ ಬಾರಿ ಕ್ರೀಡೆಯಾದ ಮಲ್ಲಕಂಬ ಪ್ರದರ್ಶನ ಆಕರ್ಷಣೀಯವಾಗಿತ್ತು. ನಗರದ ಶ್ರೀರಾಮ ಮಂದಿರದ ಆವರಣದಲ್ಲಿ ನಡೆದ ಮಲ್ಲಕಂಬ ಕ್ರೀಡೆ ಪ್ರದರ್ಶನದಲ್ಲಿ ಬೆಂಗಳೂರಿನ ಜಿಲ್ಲೆಯ ವಿವೇಕಾನಂದ ಕೇಂದ್ರ ವಿದ್ಯಾಲಯದ ವಿದ್ಯಾರ್ಥಿಗಳು ಹಾಗೂ ಶಿಕ್ಷಕರು ಮಲ್ಲಕಂಬ ಮೇಲೆ ವಿವಿಧ ಕಸರತ್ತು ಪ್ರದರ್ಶಿಸಿದರು. ಮಲ್ಲಕಂಬ ಈ ನೆಲದಲ್ಲಿ ಹುಟ್ಟಿದ ಅಪ್ಪಟ ದೇಶೀಯ ಕ್ರೀಡೆ. — [587, 784, 759, 991]
color-dot — [176, 2358, 190, 2371]
color-dot — [123, 2358, 136, 2371]
notice-body: ಪತ್ರಿಕೆಯಲ್ಲಿ ಪ್ರಕಟವಾಗುವ ಜಾಹೀರಾತುಗಳ ವಿಶ್ವಾಸಾರ್ಹತೆ ಕುರಿತು ಓದುಗರು ಖಚಿತಪಡಿಸಿಕೊಳ್ಳಬೇಕು. ವಿಶ್ವಾಸ ದ್ರೋಹ, ಗುಣಮಟ್ಟ ಮುಂತಾದವುಗಳಿಗೆ ಪತ್ರಿಕೆ ಹೊಣೆಯಾಗುವುದಿಲ್ಲ. ಇದಕ್ಕೆ ಜಾಹೀರಾತುದಾರರೇ ಹೊಣೆ. — [1333, 2099, 1477, 2227]
headline-congress-line2: ಅಭ್ಯರ್ಥಿಗಳಿಗೆ ಭರ್ಜರಿ ಜಯ — [1070, 958, 1382, 997]
color-dot — [1423, 2358, 1436, 2371]
article-column: ಕುಣಿಗಲ್, ಸೆ. 29–ಜಿಲ್ಲಾ ವಿಜ್ಞಾನ ಕೇಂದ್ರವು ತುಮಕೂರು ಶೈಕ್ಷಣಿಕ ಜಿಲ್ಲೆಯ ಆಯ್ದ ತಾಲ್ಲೂಕಿನಿಂದ ಪ್ರತಿವರ್ಷ ಪರಿಸರ ಮಿತ್ರ ಶಾಲೆ ಪ್ರಶಸ್ತಿ ನೀಡುತ್ತಿದ್ದು ಖ್ಯಾತ ವಿಜ್ಞಾನಿಗಳು ಮತ್ತು — [52, 2194, 216, 2286]
article-column: ನೀಡಿದ್ದಾರೆ. ಮಳೆಯ ಪರಿಸ್ಥಿತಿ ಪರಿಶೀಲಿಸಿದ ಸಿಎಂ ಫಡ್ನವೀಸ್ ಮುಖ್ಯಮಂತ್ರಿ ದೇವೇಂದ್ರ ಫಡ್ನವೀಸ್, ಮರಾಠವಾಡ ಮತ್ತು ಕೊಂಕಣ ಪ್ರದೇಶ ಎರಡೂ ಜಿಲ್ಲೆಗಳಲ್ಲಿ ಮಳೆಯ ಪರಿಸ್ಥಿತಿ ಮತ್ತು ಮುಂದುವರಿದ ಪರಿಹಾರ ಕಾರ್ಯಾಚರಣೆಗಳನ್ನು ಪರಿಶೀಲಿಸಿದರು. ಮುನ್ನೆಚ್ಚರಿಕೆ ಕ್ರಮಗಳನ್ನು ತೀವ್ರಗೊಳಿಸುವಂತೆ ಅಧಿಕಾರಿಗಳಿಗೆ ನಿರ್ದೇಶನ ನೀಡಿದ್ದಾರೆ. "ಎಲ್ಲಾ ಅಧಿಕಾರಿಗಳು ನೆಲದಲ್ಲೇ ಇರಬೇಕು ಮತ್ತು ಪರಿಹಾರ ಮತ್ತು ರಕ್ಷಣಾ ಕಾರ್ಯಾಚರಣೆಯನ್ನು ಸ್ಥಾಪಿಸಬೇಕು" ಎಂದು ಅವರು ಹೇಳಿದ್ದಾರೆ. — [52, 586, 216, 850]
article-column: ಹೊರತಾಗಿಲ್ಲ. ಈ ಹಿನ್ನೆಲೆಯಲ್ಲಿ ಯುವ ಜನಾಂಗವನ್ನು ಮಾದಕ ವಸ್ತುಗಳ ದುಶ್ಚಟದಿಂದ ದೂರವಿಡುವಲ್ಲಿ ಫಾರ್ಮಸಿಸ್ಟ್‌ಗಳ ಪಾತ್ರ ಬಹಳ ಮುಖ್ಯವಾಗಿದೆ. ಜಿಲ್ಲಾ ಔಷಧ ನಿಯಂತ್ರಕರು ಮಾತನಾಡಿ, ಫಾರ್ಮಸಿಸ್ಟ್‌ಗಳು ಸಮಾಜದ ಆರೋಗ್ಯ ರಕ್ಷಣೆಯ ಪ್ರಮುಖ ಕೊಂಡಿ ಎಂದರು. ಕಾರ್ಯಕ್ರಮದಲ್ಲಿ ಕಾಲೇಜಿನ ಪ್ರಾಂಶುಪಾಲರು, ಉಪನ್ಯಾಸಕರು, ವಿದ್ಯಾರ್ಥಿಗಳು ಹಾಗೂ ನಗರದ ಫಾರ್ಮಸಿಸ್ಟ್‌ಗಳು ಭಾಗವಹಿಸಿದ್ದರು. — [225, 1346, 390, 1572]
